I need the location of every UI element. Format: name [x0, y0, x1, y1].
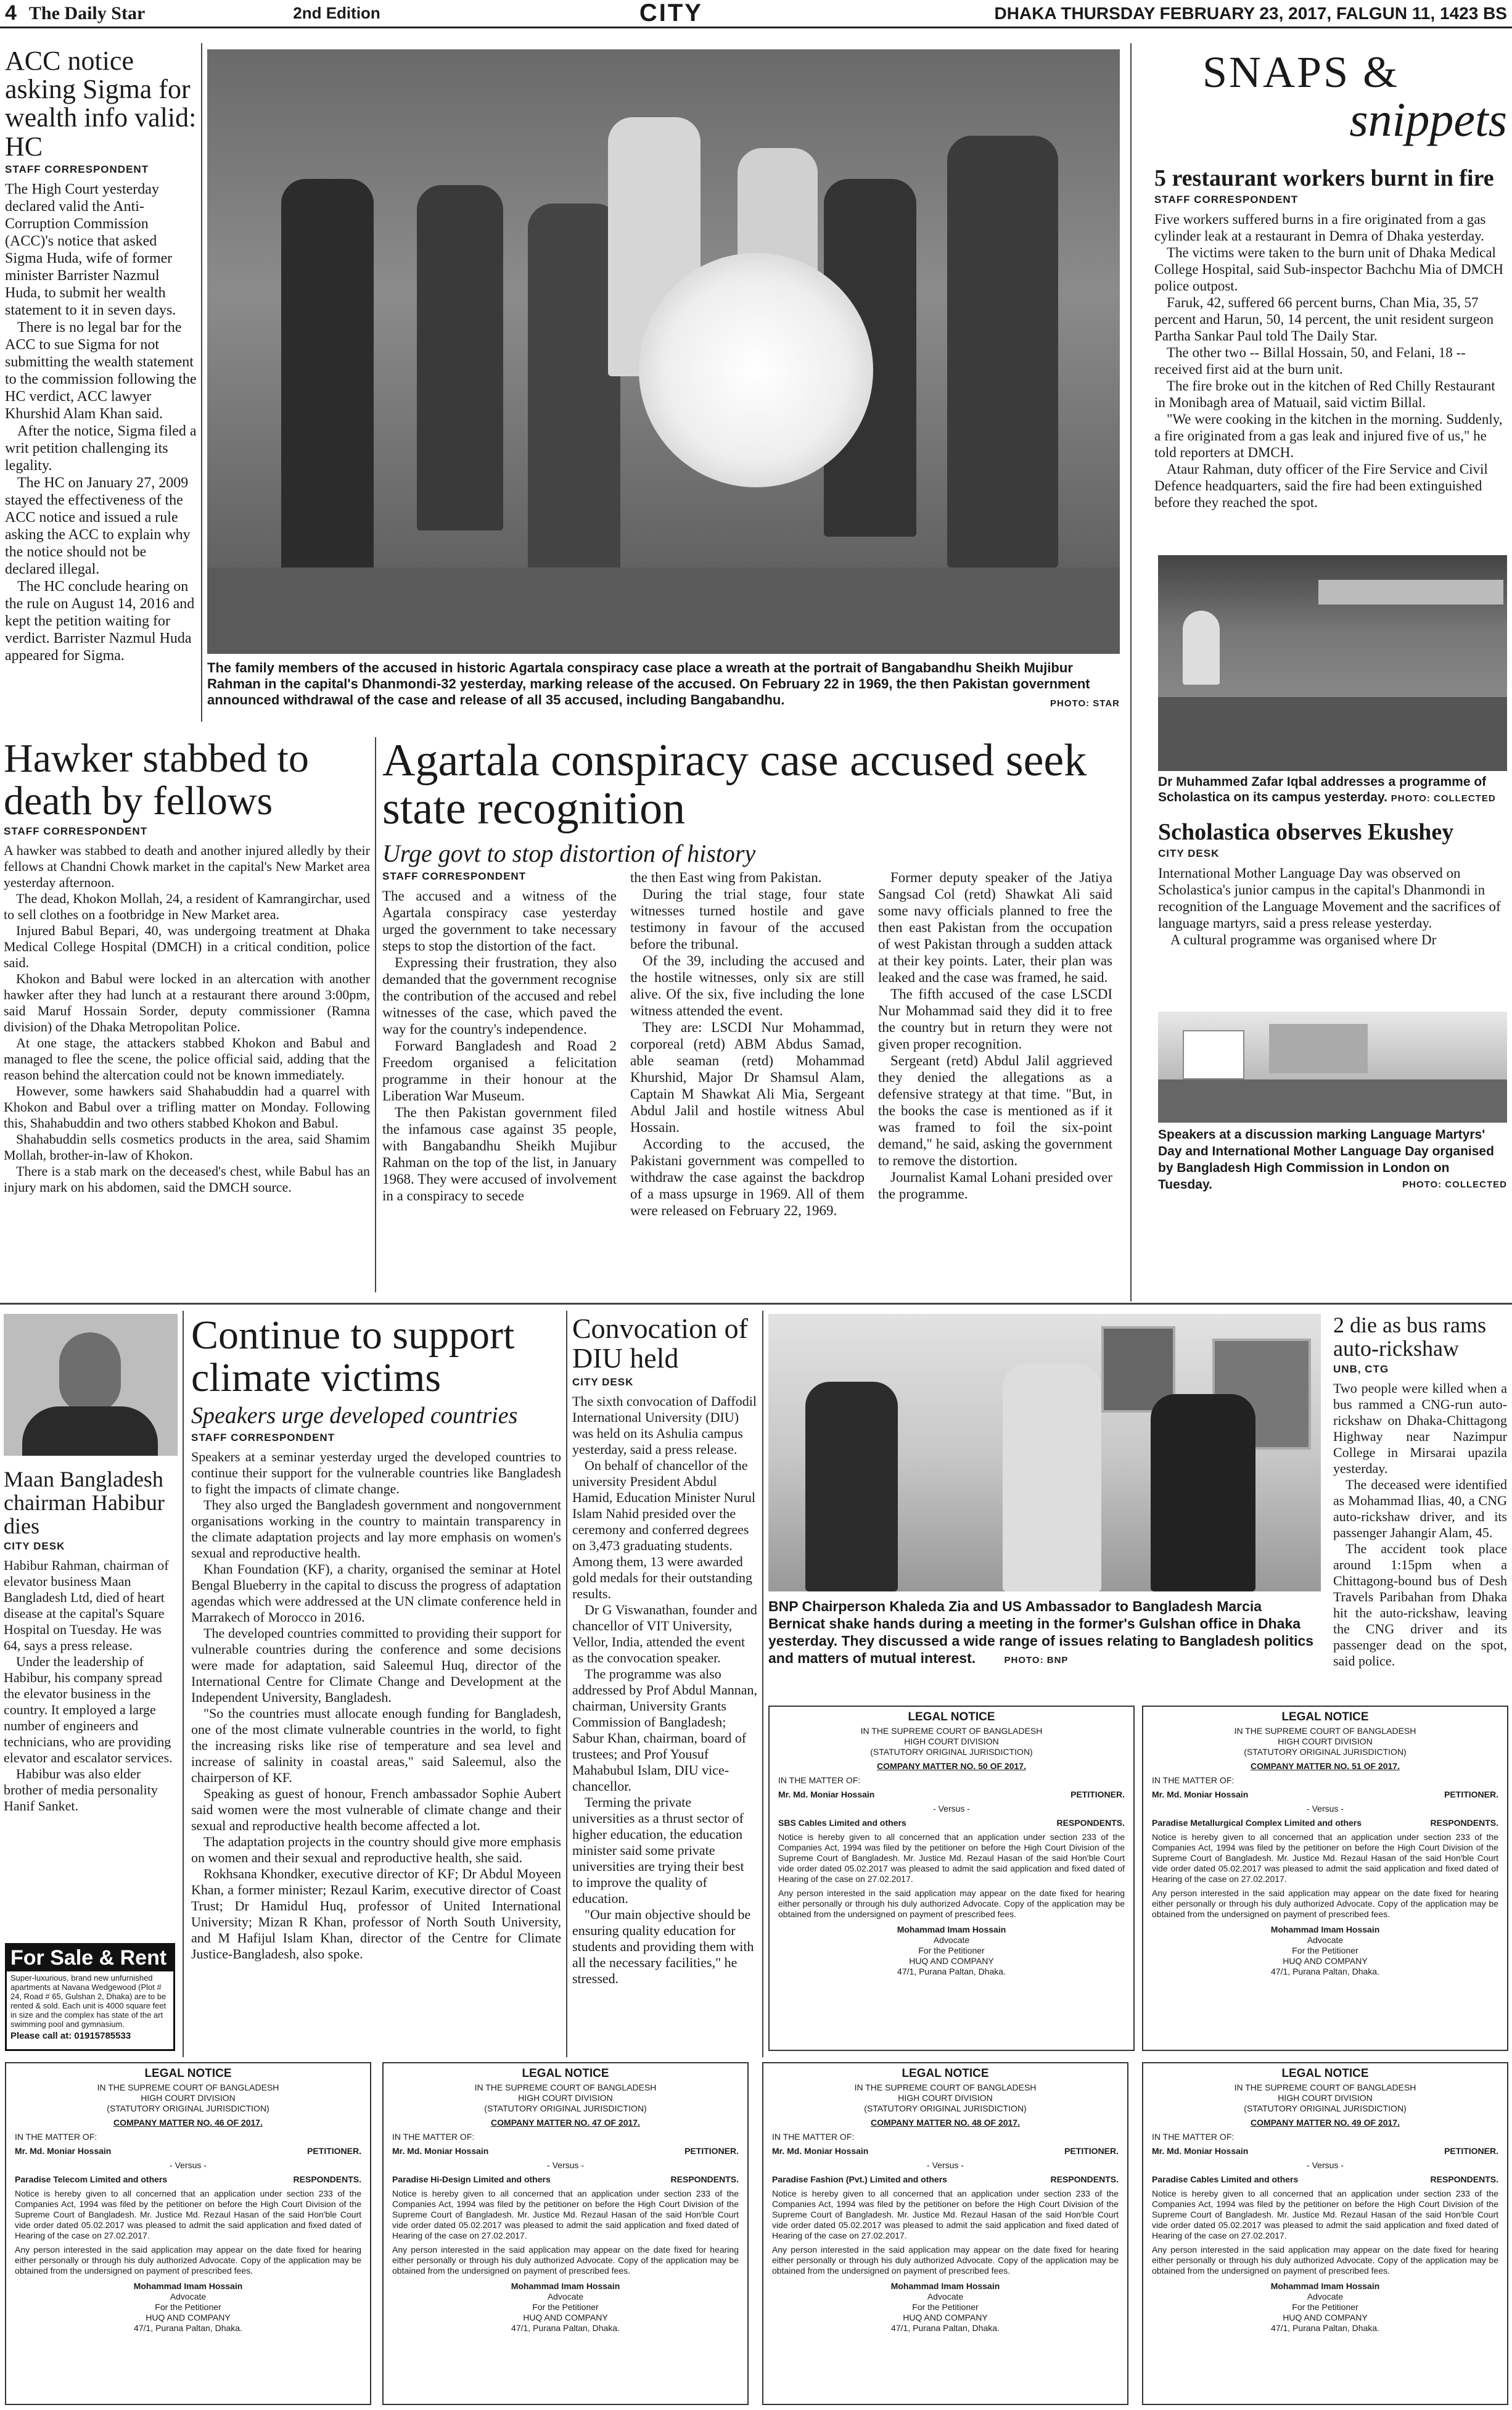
section-name: CITY	[639, 0, 703, 27]
paragraph: Khokon and Babul were locked in an altercation with another hawker after they had lunch at a restaurant there around 3:00pm, said Maruf Hossain Sorder, deputy commissioner (Ramna division) of the Dhaka Metropolitan Police.	[4, 970, 370, 1034]
paragraph: The accident took place around 1:15pm when a Chittagong-bound bus of Desh Travels Paribahan from Dhaka hit the auto-rickshaw, leaving the CNG driver and its passenger dead on the spot, said police.	[1333, 1540, 1507, 1669]
paragraph: International Mother Language Day was observed on Scholastica's junior campus in the capital's Dhanmondi in recognition of the Language Movement and the sacrifices of language martyrs, said a press release yesterday.	[1158, 865, 1501, 931]
legal-notice	[382, 2062, 749, 2405]
sig-line: For the Petitioner	[1292, 1946, 1358, 1955]
headline: Agartala conspiracy case accused seek state recognition	[382, 737, 1087, 834]
court-line: HIGH COURT DIVISION	[898, 2093, 993, 2103]
sig-line: Advocate	[927, 2292, 964, 2301]
paragraph: Habibur was also elder brother of media personality Hanif Sanket.	[4, 1766, 158, 1814]
respondent-role: RESPONDENTS.	[1056, 1818, 1125, 1828]
ad-text: Super-luxurious, brand new unfurnished apartments at Navana Wedgewood (Plot # 24, Road # 65, Gulshan 2, Dhaka) are to be rented & sold. Each unit is 4000 square feet in size and the complex has state of the art swimming pool and gymnasium.	[10, 1973, 166, 2029]
sig-line: For the Petitioner	[532, 2302, 599, 2312]
paragraph: "Our main objective should be ensuring quality education for students and providing them with all the necessary facilities," he stressed.	[572, 1906, 754, 1986]
sig-line: HUQ AND COMPANY	[909, 1956, 994, 1966]
paragraph: "We were cooking in the kitchen in the morning. Suddenly, a fire originated from a gas leak and injured five of us," he told reporters at DMCH.	[1154, 411, 1503, 460]
byline: STAFF CORRESPONDENT	[382, 870, 527, 883]
article-body	[1154, 211, 1506, 511]
caption-text: Dr Muhammed Zafar Iqbal addresses a programme of Scholastica on its campus yesterday.	[1158, 775, 1487, 804]
court-line: IN THE SUPREME COURT OF BANGLADESH	[1234, 2082, 1416, 2092]
wreath-photo	[207, 49, 1120, 654]
court-line: (STATUTORY ORIGINAL JURISDICTION)	[864, 2103, 1027, 2113]
company-matter: COMPANY MATTER NO. 46 OF 2017.	[113, 2118, 263, 2127]
legal-notice	[1142, 2062, 1508, 2405]
article-bus	[1333, 1314, 1507, 1702]
byline: STAFF CORRESPONDENT	[1154, 193, 1299, 205]
versus: - Versus -	[1307, 1804, 1344, 1814]
legal-title: LEGAL NOTICE	[522, 2067, 609, 2080]
court-line: (STATUTORY ORIGINAL JURISDICTION)	[484, 2103, 647, 2113]
paragraph: Speakers at a seminar yesterday urged the developed countries to continue their support for the vulnerable countries like Bangladesh to fight the impacts of climate change.	[191, 1448, 561, 1496]
article-scholastica	[1158, 820, 1507, 1005]
sig-line: 47/1, Purana Paltan, Dhaka.	[897, 1966, 1006, 1976]
column-rule	[183, 1311, 184, 2057]
legal-notice	[1142, 1706, 1508, 2051]
paragraph: After the notice, Sigma filed a writ petition challenging its legality.	[5, 423, 197, 474]
photo-credit: PHOTO: BNP	[1004, 1655, 1069, 1665]
paragraph: According to the accused, the Pakistani government was compelled to withdraw the case against the backdrop of a mass upsurge in 1969. All of them were released on February 22, 1969.	[630, 1136, 865, 1219]
sig-line: For the Petitioner	[918, 1946, 985, 1955]
notice-text: Any person interested in the said application may appear on the date fixed for hearing either personally or through his duly authorized Advocate. Copy of the application may be obtained from the undersigned on payment of prescribed fees.	[1152, 1888, 1498, 1919]
company-matter: COMPANY MATTER NO. 51 OF 2017.	[1251, 1761, 1400, 1771]
sig-line: For the Petitioner	[155, 2302, 221, 2312]
paragraph: A cultural programme was organised where Dr	[1170, 931, 1437, 947]
sig-line: 47/1, Purana Paltan, Dhaka.	[511, 2323, 620, 2333]
article-climate	[191, 1314, 561, 2054]
sig-line: For the Petitioner	[912, 2302, 979, 2312]
matter-label: IN THE MATTER OF:	[15, 2132, 97, 2142]
paragraph: On behalf of chancellor of the university President Abdul Hamid, Education Minister Nurul Islam Nahid presided over the ceremony and conferred degrees on 3,473 graduating students. Among them, 13 were awarded gold medals for their outstanding results.	[572, 1457, 755, 1601]
petitioner-name: Mr. Md. Moniar Hossain	[1152, 1789, 1249, 1799]
paragraph: The adaptation projects in the country should give more emphasis on women and their sexual and reproductive health, she said.	[191, 1833, 561, 1865]
article-habibur	[4, 1468, 178, 1943]
deck: Urge govt to stop distortion of history	[382, 840, 756, 868]
london-photo	[1158, 1012, 1507, 1123]
petitioner-role: PETITIONER.	[307, 2146, 361, 2156]
respondent-name: Paradise Metallurgical Complex Limited and others	[1152, 1818, 1362, 1828]
photo-caption	[768, 1598, 1321, 1678]
paragraph: Dr G Viswanathan, founder and chancellor of VIT University, Vellor, India, attended the event as the convocation speaker.	[572, 1601, 757, 1665]
paragraph: Khan Foundation (KF), a charity, organised the seminar at Hotel Bengal Blueberry in the capital to discuss the progress of adaptation agendas which were addressed at the UN climate conference held in Marrakech of Morocco in 2016.	[191, 1561, 561, 1625]
court-line: IN THE SUPREME COURT OF BANGLADESH	[854, 2082, 1037, 2092]
article-column	[878, 869, 1112, 1219]
deck: Speakers urge developed countries	[191, 1402, 518, 1429]
sig-line: HUQ AND COMPANY	[1283, 1956, 1368, 1966]
advocate-name: Mohammad Imam Hossain	[511, 2281, 620, 2291]
notice-text: Any person interested in the said application may appear on the date fixed for hearing either personally or through his duly authorized Advocate. Copy of the application may be obtained from the undersigned on payment of prescribed fees.	[15, 2245, 361, 2276]
advocate-name: Mohammad Imam Hossain	[890, 2281, 1000, 2291]
byline: STAFF CORRESPONDENT	[4, 825, 148, 837]
court-line: IN THE SUPREME COURT OF BANGLADESH	[97, 2082, 279, 2092]
sig-line: Advocate	[933, 1935, 970, 1945]
paragraph: There is no legal bar for the ACC to sue Sigma for not submitting the wealth statement to the commission following the HC verdict, ACC lawyer Khurshid Alam Khan said.	[5, 319, 197, 422]
paragraph: Faruk, 42, suffered 66 percent burns, Chan Mia, 35, 57 percent and Harun, 50, 14 percent, the unit resident surgeon Partha Sankar Paul told The Daily Star.	[1154, 294, 1494, 344]
article-body	[572, 1393, 757, 1987]
byline: CITY DESK	[4, 1540, 65, 1553]
paragraph: Rokhsana Khondker, executive director of KF; Dr Abdul Moyeen Khan, a former minister; Rezaul Karim, executive director of Coast Trust; Dr Hamidul Huq, professor of United International University; Mizan R Khan, professor of North South University, and M Hafijul Islam Khan, director of the Centre for Climate Justice-Bangladesh, also spoke.	[191, 1865, 561, 1962]
sig-line: For the Petitioner	[1292, 2302, 1358, 2312]
sig-line: 47/1, Purana Paltan, Dhaka.	[891, 2323, 1000, 2333]
advocate-name: Mohammad Imam Hossain	[1270, 1925, 1380, 1934]
byline: STAFF CORRESPONDENT	[5, 163, 149, 175]
respondent-role: RESPONDENTS.	[1430, 2174, 1498, 2184]
caption-text: Speakers at a discussion marking Language Martyrs' Day and International Mother Language Day organised by Bangladesh High Commission in London on Tuesday.	[1158, 1128, 1494, 1192]
matter-label: IN THE MATTER OF:	[1152, 2132, 1235, 2142]
paragraph: Speaking as guest of honour, French ambassador Sophie Aubert said women were the most vulnerable of climate change and their sexual and reproductive health become affected a lot.	[191, 1785, 561, 1833]
sig-line: HUQ AND COMPANY	[523, 2313, 608, 2322]
masthead	[0, 0, 1512, 28]
paragraph: There is a stab mark on the deceased's chest, while Babul has an injury mark on his abdomen, said the DMCH source.	[4, 1163, 370, 1195]
paragraph: The HC conclude hearing on the rule on August 14, 2016 and kept the petition waiting for verdict. Barrister Nazmul Huda appeared for Sigma.	[5, 578, 195, 664]
petitioner-role: PETITIONER.	[1444, 1789, 1498, 1799]
headline: Maan Bangladesh chairman Habibur dies	[4, 1468, 165, 1538]
notice-text: Notice is hereby given to all concerned that an application under section 233 of the Companies Act, 1994 was filed by the petitioner on before the High Court Division of the Supreme Court of Bangladesh. Mr. Justice Md. Rezaul Hasan of the said Hon'ble Court vide order dated 05.02.2017 was pleased to admit the said application and fixed dated of Hearing of the case on 27.02.2017.	[1152, 2189, 1498, 2240]
court-line: HIGH COURT DIVISION	[141, 2093, 236, 2103]
petitioner-name: Mr. Md. Moniar Hossain	[1152, 2146, 1249, 2156]
versus: - Versus -	[547, 2160, 584, 2170]
versus: - Versus -	[1307, 2160, 1344, 2170]
paragraph: Two people were killed when a bus rammed a CNG-run auto-rickshaw on Dhaka-Chittagong Highway near Nazimpur College in Mirsarai upazila yesterday.	[1333, 1380, 1507, 1476]
paper-logo: The Daily Star	[28, 2, 146, 23]
respondent-role: RESPONDENTS.	[1430, 1818, 1498, 1828]
snippets-title: snippets	[1349, 93, 1507, 146]
headline: ACC notice asking Sigma for wealth info valid: HC	[5, 47, 197, 162]
sig-line: Advocate	[1307, 1935, 1344, 1945]
article-body	[1333, 1380, 1507, 1669]
scholastica-photo	[1158, 555, 1507, 771]
photo-credit: PHOTO: COLLECTED	[1402, 1179, 1507, 1190]
headline: Continue to support climate victims	[191, 1314, 515, 1401]
sale-ad	[5, 1943, 175, 2051]
article-body	[1158, 865, 1507, 948]
snaps-header	[1141, 47, 1507, 158]
paragraph: The High Court yesterday declared valid the Anti-Corruption Commission (ACC)'s notice that asked Sigma Huda, wife of former minister Barrister Nazmul Huda, to submit her wealth statement to it in seven days.	[5, 181, 176, 318]
petitioner-role: PETITIONER.	[1444, 2146, 1498, 2156]
notice-text: Notice is hereby given to all concerned that an application under section 233 of the Companies Act, 1994 was filed by the petitioner on before the High Court Division of the Supreme Court of Bangladesh. Mr. Justice Md. Rezaul Hasan of the said Hon'ble Court vide order dated 05.02.2017 was pleased to admit the said application and fixed dated of Hearing of the case on 27.02.2017.	[15, 2189, 361, 2240]
paragraph: Ataur Rahman, duty officer of the Fire Service and Civil Defence headquarters, said the fire had been extinguished before they reached the spot.	[1154, 461, 1488, 510]
byline: CITY DESK	[572, 1376, 634, 1388]
paragraph: The fifth accused of the case LSCDI Nur Mohammad said they did it to free the country but in return they were not given proper recognition.	[878, 986, 1112, 1052]
court-line: IN THE SUPREME COURT OF BANGLADESH	[474, 2082, 657, 2092]
headline: 2 die as bus rams auto-rickshaw	[1333, 1314, 1486, 1361]
headline: 5 restaurant workers burnt in fire	[1154, 167, 1494, 191]
photo-credit: PHOTO: COLLECTED	[1391, 793, 1496, 804]
respondent-name: Paradise Hi-Design Limited and others	[392, 2174, 551, 2184]
court-line: IN THE SUPREME COURT OF BANGLADESH	[860, 1726, 1043, 1736]
byline: CITY DESK	[1158, 847, 1220, 859]
paragraph: The other two -- Billal Hossain, 50, and Felani, 18 -- received first aid at the burn unit.	[1154, 344, 1466, 377]
respondent-name: Paradise Fashion (Pvt.) Limited and others	[772, 2174, 947, 2184]
article-fire	[1154, 167, 1506, 549]
paragraph: However, some hawkers said Shahabuddin had a quarrel with Khokon and Babul over a trifling matter on Monday. Following this, Shahabuddin and two others stabbed Khokon and Babul.	[4, 1083, 370, 1131]
sig-line: Advocate	[1307, 2292, 1344, 2301]
paragraph: the then East wing from Pakistan.	[630, 870, 822, 886]
column-rule	[1130, 43, 1132, 1302]
notice-text: Any person interested in the said application may appear on the date fixed for hearing either personally or through his duly authorized Advocate. Copy of the application may be obtained from the undersigned on payment of prescribed fees.	[1152, 2245, 1498, 2276]
sig-line: HUQ AND COMPANY	[146, 2313, 231, 2322]
page-number: 4	[5, 1, 17, 25]
advocate-name: Mohammad Imam Hossain	[133, 2281, 243, 2291]
column-rule	[762, 1311, 763, 2057]
caption-text: BNP Chairperson Khaleda Zia and US Ambassador to Bangladesh Marcia Bernicat shake hands during a meeting in the former's Gulshan office in Dhaka yesterday. They discussed a wide range of issues relating to Bangladesh politics and matters of mutual interest.	[768, 1598, 1314, 1666]
dateline: DHAKA THURSDAY FEBRUARY 23, 2017, FALGUN 11, 1423 BS	[994, 3, 1507, 23]
respondent-name: SBS Cables Limited and others	[778, 1818, 906, 1828]
sig-line: Advocate	[170, 2292, 207, 2301]
court-line: (STATUTORY ORIGINAL JURISDICTION)	[1244, 1747, 1407, 1757]
matter-label: IN THE MATTER OF:	[392, 2132, 475, 2142]
petitioner-name: Mr. Md. Moniar Hossain	[15, 2146, 112, 2156]
paragraph: Five workers suffered burns in a fire originated from a gas cylinder leak at a restaurant in Demra of Dhaka yesterday.	[1154, 211, 1486, 244]
paragraph: Expressing their frustration, they also demanded that the government recognise the contribution of the accused and rebel witnesses of the case, which paved the way for the country's independence.	[382, 955, 617, 1038]
sig-line: 47/1, Purana Paltan, Dhaka.	[1271, 2323, 1379, 2333]
paragraph: The then Pakistan government filed the infamous case against 35 people, with Bangabandhu Sheikh Mujibur Rahman on the top of the list, in January 1968. They were accused of involvement in a conspiracy to secede	[382, 1105, 617, 1204]
paragraph: During the trial stage, four state witnesses turned hostile and gave testimony in favour of the accused before the tribunal.	[630, 886, 865, 952]
paragraph: Habibur Rahman, chairman of elevator business Maan Bangladesh Ltd, died of heart disease at the capital's Square Hospital on Tuesday. He was 64, says a press release.	[4, 1558, 169, 1654]
court-line: (STATUTORY ORIGINAL JURISDICTION)	[107, 2103, 269, 2113]
court-line: (STATUTORY ORIGINAL JURISDICTION)	[1244, 2103, 1407, 2113]
legal-notice	[768, 1706, 1135, 2051]
section-rule	[0, 1303, 1512, 1305]
paragraph: Journalist Kamal Lohani presided over the programme.	[878, 1170, 1112, 1202]
legal-title: LEGAL NOTICE	[1281, 1711, 1369, 1723]
respondent-role: RESPONDENTS.	[1050, 2174, 1119, 2184]
paragraph: The programme was also addressed by Prof Abdul Mannan, chairman, University Grants Commission of Bangladesh; Sabur Khan, chairman, board of trustees; and Prof Yousuf Mahabubul Islam, DIU vice-chancellor.	[572, 1665, 757, 1794]
court-line: IN THE SUPREME COURT OF BANGLADESH	[1234, 1726, 1416, 1736]
column-rule	[201, 43, 202, 722]
petitioner-role: PETITIONER.	[1064, 2146, 1119, 2156]
notice-text: Any person interested in the said application may appear on the date fixed for hearing either personally or through his duly authorized Advocate. Copy of the application may be obtained from the undersigned on payment of prescribed fees.	[778, 1888, 1125, 1919]
paragraph: The developed countries committed to providing their support for vulnerable countries during the conference and some decisions were made for adaptation, said Saleemul Huq, director of the International Centre for Climate Change and Development at the Independent University, Bangladesh.	[191, 1625, 561, 1705]
notice-text: Notice is hereby given to all concerned that an application under section 233 of the Companies Act, 1994 was filed by the petitioner on before the High Court Division of the Supreme Court of Bangladesh. Mr. Justice Md. Rezaul Hasan of the said Hon'ble Court vide order dated 05.02.2017 was pleased to admit the said application and fixed dated of Hearing of the case on 27.02.2017.	[392, 2189, 739, 2240]
paragraph: The accused and a witness of the Agartala conspiracy case yesterday urged the government to take necessary steps to stop the distortion of the fact.	[382, 888, 617, 954]
sig-line: 47/1, Purana Paltan, Dhaka.	[1271, 1966, 1379, 1976]
respondent-name: Paradise Cables Limited and others	[1152, 2174, 1299, 2184]
legal-title: LEGAL NOTICE	[902, 2067, 989, 2080]
paragraph: A hawker was stabbed to death and another injured alledly by their fellows at Chandni Chowk market in the capital's New Market area yesterday afternoon.	[4, 842, 370, 890]
notice-text: Notice is hereby given to all concerned that an application under section 233 of the Companies Act, 1994 was filed by the petitioner on before the High Court Division of the Supreme Court of Bangladesh. Mr. Justice Md. Rezaul Hasan of the said Hon'ble Court vide order dated 05.02.2017 was pleased to admit the said application and fixed dated of Hearing of the case on 27.02.2017.	[778, 1832, 1125, 1884]
advocate-name: Mohammad Imam Hossain	[1270, 2281, 1380, 2291]
versus: - Versus -	[933, 1804, 970, 1814]
article-agartala	[382, 737, 1125, 1292]
caption-text: The family members of the accused in historic Agartala conspiracy case place a wreath at the portrait of Bangabandhu Sheikh Mujibur Rahman in the capital's Dhanmondi-32 yesterday, marking release of the accused. On February 22 in 1969, the then Pakistan government announced withdrawal of the case and release of all 35 accused, including Bangabandhu.	[207, 660, 1090, 708]
advocate-name: Mohammad Imam Hossain	[897, 1925, 1006, 1934]
paragraph: Injured Babul Bepari, 40, was undergoing treatment at Dhaka Medical College Hospital (DMCH) in a critical condition, police said.	[4, 922, 370, 970]
legal-notice	[5, 2062, 371, 2405]
company-matter: COMPANY MATTER NO. 47 OF 2017.	[491, 2118, 640, 2127]
paragraph: They are: LSCDI Nur Mohammad, corporeal (retd) ABM Abdus Samad, able seaman (retd) Mohammad Khurshid, Major Dr Shamsul Alam, Captain M Shawkat Ali Mia, Sergeant Abdul Jalil and hostile witness Abul Hossain.	[630, 1020, 865, 1136]
court-line: HIGH COURT DIVISION	[904, 1736, 999, 1746]
paragraph: Shahabuddin sells cosmetics products in the area, said Shamim Mollah, brother-in-law of Khokon.	[4, 1131, 370, 1163]
legal-notice	[762, 2062, 1128, 2405]
paragraph: Under the leadership of Habibur, his company spread the elevator business in the country. It employed a large number of engineers and technicians, who are providing elevator and escalator services.	[4, 1654, 173, 1766]
petitioner-role: PETITIONER.	[684, 2146, 739, 2156]
paragraph: Sergeant (retd) Abdul Jalil aggrieved they denied the allegations as a defensive strategy at that time. "But, in the books the case is mentioned as if it was framed to foil the six-point demand," he said, asking the government to remove the distortion.	[878, 1053, 1112, 1169]
respondent-role: RESPONDENTS.	[293, 2174, 361, 2184]
article-acc	[5, 47, 197, 719]
edition: 2nd Edition	[293, 4, 380, 22]
paragraph: The victims were taken to the burn unit of Dhaka Medical College Hospital, said Sub-inspector Bachchu Mia of DMCH police outpost.	[1154, 244, 1503, 294]
sig-line: HUQ AND COMPANY	[1283, 2313, 1368, 2322]
court-line: HIGH COURT DIVISION	[1278, 2093, 1373, 2103]
sig-line: Advocate	[547, 2292, 584, 2301]
notice-text: Notice is hereby given to all concerned that an application under section 233 of the Companies Act, 1994 was filed by the petitioner on before the High Court Division of the Supreme Court of Bangladesh. Mr. Justice Md. Rezaul Hasan of the said Hon'ble Court vide order dated 05.02.2017 was pleased to admit the said application and fixed dated of Hearing of the case on 27.02.2017.	[1152, 1832, 1498, 1884]
paragraph: The HC on January 27, 2009 stayed the effectiveness of the ACC notice and issued a rule asking the ACC to explain why the notice should not be declared illegal.	[5, 474, 191, 577]
petitioner-name: Mr. Md. Moniar Hossain	[778, 1789, 875, 1799]
habibur-portrait	[4, 1314, 178, 1456]
company-matter: COMPANY MATTER NO. 48 OF 2017.	[871, 2118, 1020, 2127]
legal-title: LEGAL NOTICE	[144, 2067, 232, 2080]
versus: - Versus -	[927, 2160, 964, 2170]
paragraph: "So the countries must allocate enough funding for Bangladesh, one of the most climate vulnerable countries in the world, to fight the increasing risks like rise of temperature and sea level and increase of salinity in coastal areas," said Saleemul, also the chairperson of KF.	[191, 1705, 561, 1785]
photo-caption	[207, 660, 1120, 716]
notice-text: Notice is hereby given to all concerned that an application under section 233 of the Companies Act, 1994 was filed by the petitioner on before the High Court Division of the Supreme Court of Bangladesh. Mr. Justice Md. Rezaul Hasan of the said Hon'ble Court vide order dated 05.02.2017 was pleased to admit the said application and fixed dated of Hearing of the case on 27.02.2017.	[772, 2189, 1119, 2240]
article-body	[5, 181, 197, 664]
matter-label: IN THE MATTER OF:	[778, 1775, 861, 1785]
paragraph: Terming the private universities as a thrust sector of higher education, the education minister said some private universities are trying their best to improve the quality of education.	[572, 1794, 744, 1906]
photo-credit: PHOTO: STAR	[1050, 698, 1120, 709]
paragraph: The deceased were identified as Mohammad Ilias, 40, a CNG auto-rickshaw driver, and its passenger Jahangir Alam, 45.	[1333, 1476, 1507, 1540]
sig-line: HUQ AND COMPANY	[903, 2313, 988, 2322]
matter-label: IN THE MATTER OF:	[1152, 1775, 1235, 1785]
notice-text: Any person interested in the said application may appear on the date fixed for hearing either personally or through his duly authorized Advocate. Copy of the application may be obtained from the undersigned on payment of prescribed fees.	[392, 2245, 739, 2276]
notice-text: Any person interested in the said application may appear on the date fixed for hearing either personally or through his duly authorized Advocate. Copy of the application may be obtained from the undersigned on payment of prescribed fees.	[772, 2245, 1119, 2276]
paragraph: Of the 39, including the accused and the hostile witnesses, only six are still alive. Of the six, five including the lone witness attended the event.	[630, 953, 865, 1019]
article-body	[4, 1558, 178, 1814]
versus: - Versus -	[170, 2160, 207, 2170]
article-column	[630, 869, 865, 1219]
article-column	[382, 888, 617, 1219]
court-line: HIGH COURT DIVISION	[518, 2093, 613, 2103]
paragraph: Forward Bangladesh and Road 2 Freedom organised a felicitation programme in their honour at the Liberation War Museum.	[382, 1038, 617, 1104]
article-diu	[572, 1314, 757, 2054]
petitioner-role: PETITIONER.	[1070, 1789, 1125, 1799]
bnp-photo	[768, 1314, 1321, 1591]
respondent-name: Paradise Telecom Limited and others	[15, 2174, 168, 2184]
article-body	[191, 1449, 561, 1962]
snaps-title: SNAPS &	[1202, 47, 1400, 97]
column-rule	[375, 737, 376, 1292]
photo-caption	[1158, 1126, 1507, 1200]
paragraph: The fire broke out in the kitchen of Red Chilly Restaurant in Monibagh area of Matuail, said victim Billal.	[1154, 378, 1495, 410]
paragraph: Former deputy speaker of the Jatiya Sangsad Col (retd) Shawkat Ali said some navy officials planned to free the then east Pakistan from the occupation of west Pakistan through a sudden attack at their key points. Later, their plan was leaked and the case was framed, he said.	[878, 870, 1112, 986]
headline: Convocation of DIU held	[572, 1314, 748, 1374]
company-matter: COMPANY MATTER NO. 49 OF 2017.	[1251, 2118, 1400, 2127]
court-line: HIGH COURT DIVISION	[1278, 1736, 1373, 1746]
court-line: (STATUTORY ORIGINAL JURISDICTION)	[870, 1747, 1033, 1757]
paragraph: The dead, Khokon Mollah, 24, a resident of Kamrangirchar, used to sell clothes on a footbridge in New Market area.	[4, 890, 370, 922]
petitioner-name: Mr. Md. Moniar Hossain	[772, 2146, 869, 2156]
legal-title: LEGAL NOTICE	[908, 1711, 995, 1723]
headline: Scholastica observes Ekushey	[1158, 820, 1454, 845]
ad-title: For Sale & Rent	[7, 1945, 173, 1971]
headline: Hawker stabbed to death by fellows	[4, 737, 309, 824]
respondent-role: RESPONDENTS.	[670, 2174, 739, 2184]
legal-title: LEGAL NOTICE	[1281, 2067, 1369, 2080]
paragraph: They also urged the Bangladesh government and nongovernment organisations working in the country to maintain transparency in the climate adaptation projects and lay more emphasis on women's sexual and reproductive health.	[191, 1496, 561, 1561]
article-body	[4, 843, 370, 1195]
article-hawker	[4, 737, 370, 1305]
photo-caption	[1158, 774, 1507, 808]
matter-label: IN THE MATTER OF:	[772, 2132, 855, 2142]
byline: STAFF CORRESPONDENT	[191, 1431, 335, 1443]
petitioner-name: Mr. Md. Moniar Hossain	[392, 2146, 489, 2156]
column-rule	[566, 1311, 567, 2057]
byline: UNB, CTG	[1333, 1363, 1389, 1375]
company-matter: COMPANY MATTER NO. 50 OF 2017.	[877, 1761, 1026, 1771]
ad-call: Please call at: 01915785533	[10, 2031, 131, 2041]
sig-line: 47/1, Purana Paltan, Dhaka.	[134, 2323, 242, 2333]
paragraph: At one stage, the attackers stabbed Khokon and Babul and managed to flee the scene, the police official said, adding that the reason behind the altercation could not be known immediately.	[4, 1034, 370, 1083]
paragraph: The sixth convocation of Daffodil International University (DIU) was held on its Ashulia campus yesterday, said a press release.	[572, 1393, 757, 1457]
